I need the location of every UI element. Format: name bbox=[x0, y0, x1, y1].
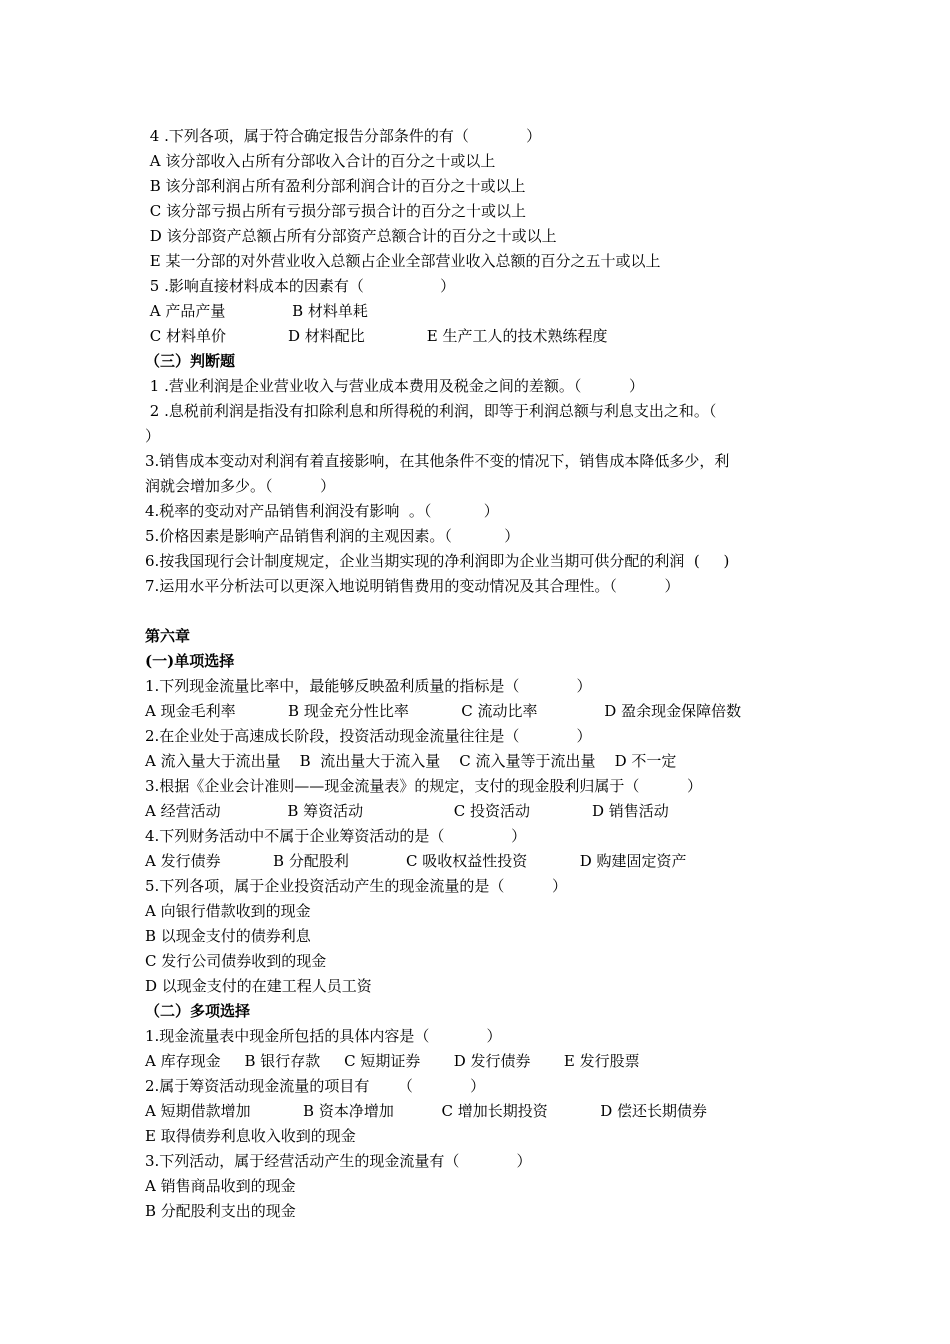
question-4-option-c: C 该分部亏损占所有亏损分部亏损合计的百分之十或以上 bbox=[145, 202, 527, 220]
multi-1-options: A 库存现金 B 银行存款 C 短期证券 D 发行债券 E 发行股票 bbox=[145, 1052, 640, 1070]
section-heading-multiple-choice: （二）多项选择 bbox=[145, 1002, 251, 1020]
judgment-1: 1 .营业利润是企业营业收入与营业成本费用及税金之间的差额。（ ） bbox=[145, 377, 645, 395]
section-heading-single-choice: (一)单项选择 bbox=[145, 652, 235, 670]
single-4-options: A 发行债券 B 分配股利 C 吸收权益性投资 D 购建固定资产 bbox=[145, 852, 687, 870]
multi-2-option-e: E 取得债券利息收入收到的现金 bbox=[145, 1127, 356, 1145]
judgment-3: 3.销售成本变动对利润有着直接影响，在其他条件不变的情况下，销售成本降低多少，利 bbox=[145, 452, 730, 470]
single-2-prompt: 2.在企业处于高速成长阶段，投资活动现金流量往往是（ ） bbox=[145, 727, 592, 745]
single-2-options: A 流入量大于流出量 B 流出量大于流入量 C 流入量等于流出量 D 不一定 bbox=[145, 752, 677, 770]
single-1-prompt: 1.下列现金流量比率中，最能够反映盈利质量的指标是（ ） bbox=[145, 677, 592, 695]
multi-3-option-b: B 分配股利支出的现金 bbox=[145, 1202, 296, 1220]
multi-3-prompt: 3.下列活动，属于经营活动产生的现金流量有（ ） bbox=[145, 1152, 532, 1170]
single-4-prompt: 4.下列财务活动中不属于企业筹资活动的是（ ） bbox=[145, 827, 527, 845]
multi-2-prompt: 2.属于筹资活动现金流量的项目有 （ ） bbox=[145, 1077, 486, 1095]
single-5-option-b: B 以现金支付的债券利息 bbox=[145, 927, 311, 945]
question-5-options-row-1: A 产品产量 B 材料单耗 bbox=[145, 302, 368, 320]
question-5-options-row-2: C 材料单价 D 材料配比 E 生产工人的技术熟练程度 bbox=[145, 327, 608, 345]
question-4-prompt: 4 .下列各项，属于符合确定报告分部条件的有（ ） bbox=[145, 127, 542, 145]
single-5-prompt: 5.下列各项，属于企业投资活动产生的现金流量的是（ ） bbox=[145, 877, 567, 895]
single-5-option-d: D 以现金支付的在建工程人员工资 bbox=[145, 977, 372, 995]
single-3-options: A 经营活动 B 筹资活动 C 投资活动 D 销售活动 bbox=[145, 802, 669, 820]
judgment-3-continued: 润就会增加多少。（ ） bbox=[145, 477, 336, 495]
question-4-option-a: A 该分部收入占所有分部收入合计的百分之十或以上 bbox=[145, 152, 496, 170]
question-4-option-d: D 该分部资产总额占所有分部资产总额合计的百分之十或以上 bbox=[145, 227, 557, 245]
single-5-option-c: C 发行公司债券收到的现金 bbox=[145, 952, 327, 970]
multi-2-options: A 短期借款增加 B 资本净增加 C 增加长期投资 D 偿还长期债券 bbox=[145, 1102, 708, 1120]
single-1-options: A 现金毛利率 B 现金充分性比率 C 流动比率 D 盈余现金保障倍数 bbox=[145, 702, 742, 720]
question-5-prompt: 5 .影响直接材料成本的因素有（ ） bbox=[145, 277, 456, 295]
question-4-option-b: B 该分部利润占所有盈利分部利润合计的百分之十或以上 bbox=[145, 177, 526, 195]
section-heading-judgment: （三）判断题 bbox=[145, 352, 236, 370]
judgment-7: 7.运用水平分析法可以更深入地说明销售费用的变动情况及其合理性。（ ） bbox=[145, 577, 680, 595]
multi-1-prompt: 1.现金流量表中现金所包括的具体内容是（ ） bbox=[145, 1027, 502, 1045]
chapter-heading: 第六章 bbox=[145, 627, 191, 645]
judgment-5: 5.价格因素是影响产品销售利润的主观因素。（ ） bbox=[145, 527, 520, 545]
judgment-2: 2 .息税前利润是指没有扣除利息和所得税的利润，即等于利润总额与利息支出之和。（ bbox=[145, 402, 717, 420]
single-5-option-a: A 向银行借款收到的现金 bbox=[145, 902, 311, 920]
question-4-option-e: E 某一分部的对外营业收入总额占企业全部营业收入总额的百分之五十或以上 bbox=[145, 252, 661, 270]
single-3-prompt: 3.根据《企业会计准则——现金流量表》的规定，支付的现金股利归属于（ ） bbox=[145, 777, 702, 795]
judgment-2-continued: ） bbox=[145, 427, 161, 445]
multi-3-option-a: A 销售商品收到的现金 bbox=[145, 1177, 296, 1195]
judgment-6: 6.按我国现行会计制度规定，企业当期实现的净利润即为企业当期可供分配的利润 ( ) bbox=[145, 552, 730, 570]
judgment-4: 4.税率的变动对产品销售利润没有影响 。（ ） bbox=[145, 502, 499, 520]
